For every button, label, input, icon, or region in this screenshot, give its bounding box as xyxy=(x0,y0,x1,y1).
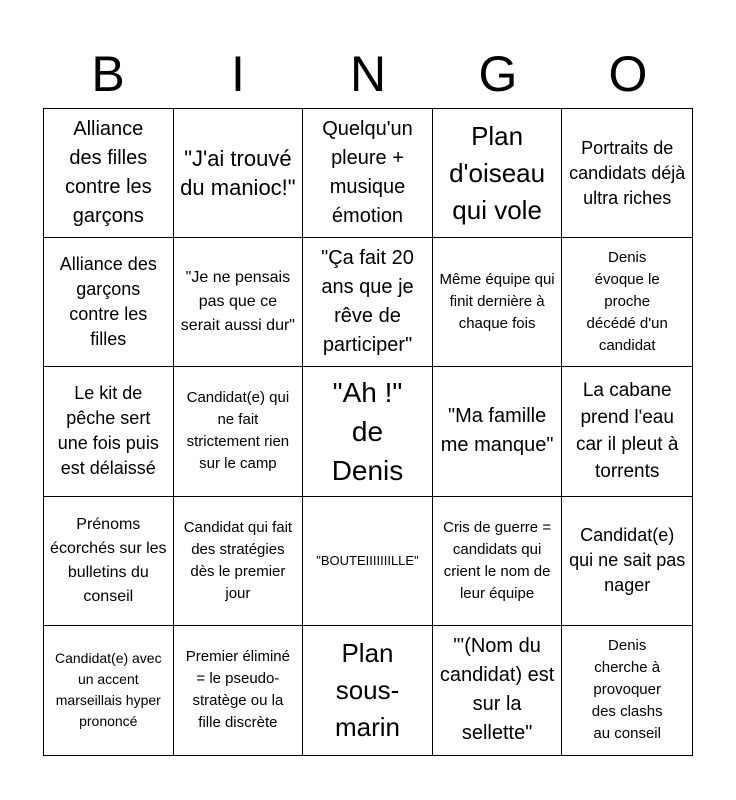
cell-text: Cris de guerre = candidats qui crient le nom de leur équipe xyxy=(443,518,552,602)
bingo-cell[interactable] xyxy=(303,626,433,755)
cell-text: Denis évoque le proche décédé d'un candidat xyxy=(586,249,668,355)
header-letter-n: N xyxy=(349,46,387,102)
bingo-cell[interactable] xyxy=(44,238,174,367)
bingo-cell[interactable] xyxy=(44,497,174,626)
bingo-cell[interactable] xyxy=(44,109,174,238)
cell-text: Même équipe qui finit dernière à chaque fois xyxy=(439,271,555,333)
cell-text: Alliance des filles contre les garçons xyxy=(64,118,152,228)
cell-text: Quelqu'un pleure + musique émotion xyxy=(322,118,413,228)
bingo-cell[interactable] xyxy=(303,367,433,496)
bingo-cell[interactable] xyxy=(174,367,304,496)
cell-text: Portraits de candidats déjà ultra riches xyxy=(569,137,686,208)
header-letter-o: O xyxy=(608,46,648,102)
header-letter-g: G xyxy=(478,46,518,102)
cell-text: Plan d'oiseau qui vole xyxy=(449,120,546,225)
bingo-cell[interactable] xyxy=(433,626,563,755)
bingo-cell[interactable] xyxy=(562,497,692,626)
bingo-cell[interactable] xyxy=(562,109,692,238)
cell-text: La cabane prend l'eau car il pleut à torrents xyxy=(575,380,679,483)
cell-text: "Ça fait 20 ans que je rêve de participer" xyxy=(321,247,414,357)
bingo-cell[interactable] xyxy=(562,238,692,367)
cell-text: Plan sous-marin xyxy=(334,637,400,742)
cell-text: Le kit de pêche sert une fois puis est délaissé xyxy=(57,383,159,479)
bingo-cell[interactable] xyxy=(433,497,563,626)
cell-text: "Ma famille me manque" xyxy=(440,405,554,457)
bingo-cell[interactable] xyxy=(303,497,433,626)
cell-text: "BOUTEIIIIIIILLE" xyxy=(316,552,419,568)
bingo-card xyxy=(43,108,693,756)
bingo-cell[interactable] xyxy=(303,109,433,238)
cell-text: "Je ne pensais pas que ce serait aussi dur" xyxy=(180,269,295,335)
cell-text: Candidat(e) qui ne sait pas nager xyxy=(569,525,686,596)
bingo-cell[interactable] xyxy=(174,109,304,238)
bingo-cell[interactable] xyxy=(174,238,304,367)
cell-text: Premier éliminé = le pseudo-stratège ou la fille discrète xyxy=(185,648,290,732)
bingo-cell[interactable] xyxy=(44,367,174,496)
bingo-cell[interactable] xyxy=(174,626,304,755)
cell-text: Denis cherche à provoquer des clashs au conseil xyxy=(591,637,663,743)
cell-text: Candidat qui fait des stratégies dès le premier jour xyxy=(183,518,293,602)
cell-text: "Ah !" de Denis xyxy=(331,377,404,486)
bingo-cell[interactable] xyxy=(562,367,692,496)
bingo-cell[interactable] xyxy=(433,238,563,367)
bingo-cell[interactable] xyxy=(433,367,563,496)
header-letter-b: B xyxy=(91,46,125,102)
bingo-cell[interactable] xyxy=(174,497,304,626)
cell-text: "'(Nom du candidat) est sur la sellette" xyxy=(439,635,555,745)
cell-text: "J'ai trouvé du manioc!" xyxy=(180,146,296,201)
cell-text: Alliance des garçons contre les filles xyxy=(59,254,157,350)
bingo-cell[interactable] xyxy=(433,109,563,238)
bingo-header xyxy=(43,40,693,108)
cell-text: Prénoms écorchés sur les bulletins du conseil xyxy=(50,515,167,605)
cell-text: Candidat(e) avec un accent marseillais hyper prononcé xyxy=(54,650,162,730)
cell-text: Candidat(e) qui ne fait strictement rien sur le camp xyxy=(186,389,290,473)
bingo-cell[interactable] xyxy=(44,626,174,755)
bingo-cell[interactable] xyxy=(303,238,433,367)
header-letter-i: I xyxy=(231,46,245,102)
bingo-cell[interactable] xyxy=(562,626,692,755)
